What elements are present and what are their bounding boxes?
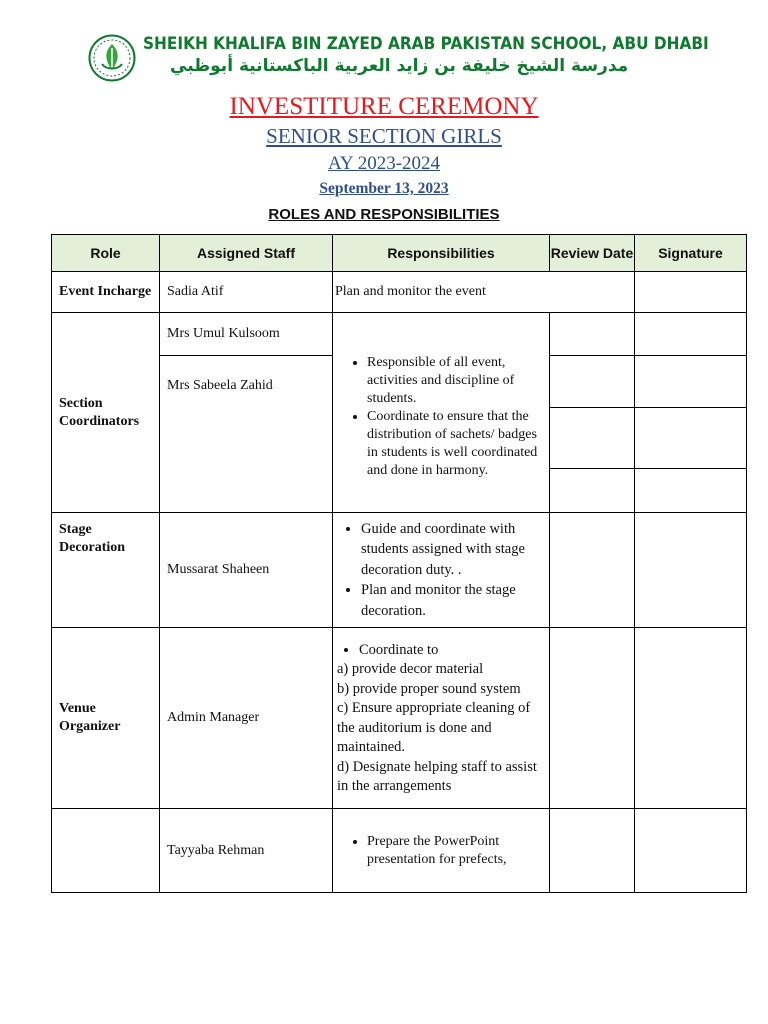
header-responsibilities: Responsibilities <box>333 235 550 272</box>
review-date-cell[interactable] <box>550 408 635 469</box>
list-item: • Plan and monitor the stage decoration. <box>361 580 549 621</box>
school-name-english: SHEIKH KHALIFA BIN ZAYED ARAB PAKISTAN SCHOOL, ABU DHABI <box>143 34 709 53</box>
signature-cell[interactable] <box>635 408 747 469</box>
responsibility-list <box>335 519 549 622</box>
staff-cell: Admin Manager <box>160 628 333 809</box>
header-review-date: Review Date <box>550 235 635 272</box>
responsibility-list <box>335 833 549 869</box>
header-role: Role <box>52 235 160 272</box>
staff-cell: Tayyaba Rehman <box>160 809 333 893</box>
list-item: • Coordinate to <box>359 640 549 661</box>
staff-cell: Mussarat Shaheen <box>160 513 333 628</box>
header-assigned-staff: Assigned Staff <box>160 235 333 272</box>
review-date-cell[interactable] <box>550 513 635 628</box>
staff-cell: Mrs Sabeela Zahid <box>160 356 333 513</box>
table-header-row <box>52 235 747 272</box>
responsibility-list <box>335 354 549 480</box>
signature-cell[interactable] <box>635 272 747 313</box>
staff-cell: Sadia Atif <box>160 272 333 313</box>
event-title: INVESTITURE CEREMONY <box>229 93 539 120</box>
signature-cell[interactable] <box>635 469 747 513</box>
review-date-cell[interactable] <box>550 628 635 809</box>
role-cell: Stage Decoration <box>52 513 160 628</box>
responsibility-cell <box>333 628 550 809</box>
review-date-cell[interactable] <box>550 313 635 356</box>
roles-subtitle: ROLES AND RESPONSIBILITIES <box>268 206 500 223</box>
role-cell: Event Incharge <box>52 272 160 313</box>
list-item: • Guide and coordinate with students assigned with stage decoration duty. . <box>361 519 549 581</box>
school-name-arabic: مدرسة الشيخ خليفة بن زايد العربية الباكستانية أبوظبي <box>170 56 629 76</box>
table-row <box>52 272 747 313</box>
responsibility-cell <box>333 513 550 628</box>
role-cell: Section Coordinators <box>52 313 160 513</box>
review-date-cell[interactable] <box>550 356 635 408</box>
review-date-cell[interactable] <box>550 809 635 893</box>
signature-cell[interactable] <box>635 356 747 408</box>
list-item: d) Designate helping staff to assist in the arrangements <box>337 758 537 794</box>
responsibility-cell <box>333 313 550 513</box>
signature-cell[interactable] <box>635 809 747 893</box>
list-item: a) provide decor material <box>337 661 484 677</box>
header-signature: Signature <box>635 235 747 272</box>
academic-year: AY 2023-2024 <box>327 153 441 174</box>
table-row <box>52 513 747 628</box>
table-row <box>52 628 747 809</box>
signature-cell[interactable] <box>635 313 747 356</box>
list-item: • Responsible of all event, activities and discipline of students. <box>367 354 549 408</box>
roles-table <box>51 234 747 893</box>
school-crest-logo <box>88 34 136 82</box>
responsibility-cell <box>333 809 550 893</box>
role-cell <box>52 809 160 893</box>
list-item: • Coordinate to ensure that the distribution of sachets/ badges in students is well coordinated and done in harmony. <box>367 408 549 480</box>
role-cell: Venue Organizer <box>52 628 160 809</box>
event-date: September 13, 2023 <box>319 180 449 197</box>
document-titles <box>0 92 768 226</box>
school-header <box>88 30 708 86</box>
responsibility-list <box>337 640 549 661</box>
responsibility-cell: Plan and monitor the event <box>333 272 635 313</box>
list-item: c) Ensure appropriate cleaning of the auditorium is done and maintained. <box>337 700 531 755</box>
signature-cell[interactable] <box>635 513 747 628</box>
staff-cell: Mrs Umul Kulsoom <box>160 313 333 356</box>
table-row <box>52 809 747 893</box>
list-item: b) provide proper sound system <box>337 680 521 697</box>
review-date-cell[interactable] <box>550 469 635 513</box>
signature-cell[interactable] <box>635 628 747 809</box>
section-title: SENIOR SECTION GIRLS <box>266 124 502 148</box>
list-item: • Prepare the PowerPoint presentation for prefects, <box>367 833 549 869</box>
table-row <box>52 313 747 356</box>
